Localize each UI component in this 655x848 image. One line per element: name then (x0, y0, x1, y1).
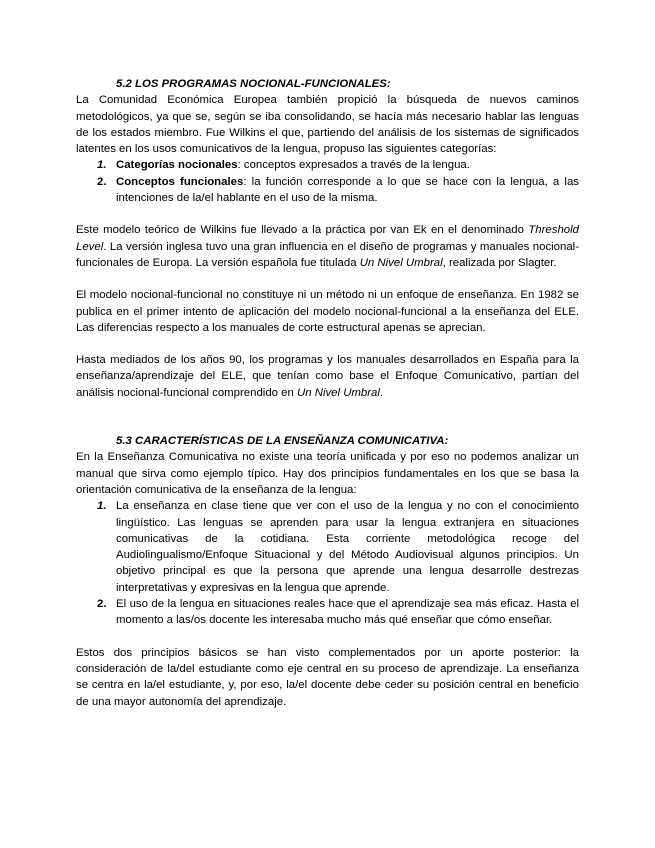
text-run: . (379, 386, 384, 399)
list-term: Categorías nocionales (116, 159, 238, 172)
categories-list (76, 157, 579, 206)
list-text: La enseñanza en clase tiene que ver con el uso de la lengua y no con el conocimiento lingüístico. Las lenguas se aprenden para usar la lengua extranjera en situaciones comunicativas de la cotidiana. Esta corriente metodológica recoge del Audiolingualismo/Enfoque Situacional y del Método Audiovisual algunos principios. Un objetivo principal es que la persona que aprende una lengua desarrolle destrezas interpretativas y expresivas en la lengua que aprende. (116, 500, 579, 594)
list-number: 2. (97, 598, 107, 611)
list-number: 1. (97, 500, 107, 513)
list-text: : la función corresponde a lo que se hace con la lengua, a las intenciones de la/el hablante en el uso de la misma. (116, 175, 579, 205)
list-item (76, 596, 579, 629)
list-text: : conceptos expresados a través de la lengua. (237, 159, 470, 172)
list-number: 2. (97, 175, 107, 188)
paragraph-nocional-funcional: El modelo nocional-funcional no constituye ni un método ni un enfoque de enseñanza. En 1982 se publica en el primer intento de aplicación del modelo nocional-funcional a la enseñanza del ELE. Las diferencias respecto a los manuales de corte estructural apenas se aprecian. (76, 289, 579, 334)
title-un-nivel-umbral: Un Nivel Umbral (359, 256, 443, 269)
section-heading-5-3: 5.3 CARACTERÍSTICAS DE LA ENSEÑANZA COMUNICATIVA: (116, 435, 449, 448)
paragraph-intro-5-3: En la Enseñanza Comunicativa no existe una teoría unificada y por eso no podemos analizar un manual que sirva como ejemplo típico. Hay dos principios fundamentales en los que se basa la orientación comunicativa de la enseñanza de la lengua: (76, 451, 579, 496)
paragraph-wilkins-model (76, 222, 579, 271)
list-item (76, 498, 579, 596)
title-un-nivel-umbral: Un Nivel Umbral (297, 386, 380, 399)
list-text: El uso de la lengua en situaciones reales hace que el aprendizaje sea más eficaz. Hasta el momento a las/os docente les interesaba mucho más qué enseñar que cómo enseñar. (116, 598, 579, 627)
section-heading-5-2: 5.2 LOS PROGRAMAS NOCIONAL-FUNCIONALES: (116, 78, 391, 90)
text-run: , realizada por Slagter. (442, 256, 557, 269)
paragraph-intro-5-2: La Comunidad Económica Europea también propició la búsqueda de nuevos caminos metodológicos, ya que se, según se iba consolidando, se hacía más necesario hablar las lenguas de los estados miembro. Fue Wilkins el que, partiendo del análisis de los sistemas de significados latentes en los usos comunicativos de la lengua, propuso las siguientes categorías: (76, 94, 579, 156)
text-run: . La versión inglesa tuvo una gran influencia en el diseño de programas y manuales nocional-funcionales de Europa. La versión española fue titulada (76, 240, 579, 269)
list-number: 1. (97, 159, 107, 172)
text-run: Hasta mediados de los años 90, los programas y los manuales desarrollados en España para la enseñanza/aprendizaje del ELE, que tenían como base el Enfoque Comunicativo, partían del análisis nocional-funcional comprendido en (76, 354, 579, 399)
principles-list (76, 498, 579, 628)
title-threshold-level: Threshold Level (76, 224, 579, 253)
paragraph-outro-5-3: Estos dos principios básicos se han visto complementados por un aporte posterior: la consideración de la/del estudiante como eje central en su proceso de aprendizaje. La enseñanza se centra en la/el estudiante, y, por eso, la/el docente debe ceder su posición central en beneficio de una mayor autonomía del aprendizaje. (76, 646, 579, 708)
list-item (76, 174, 579, 207)
text-run: Este modelo teórico de Wilkins fue llevado a la práctica por van Ek en el denominado (76, 224, 529, 237)
paragraph-anos-90 (76, 352, 579, 401)
list-item (76, 157, 579, 173)
list-term: Conceptos funcionales (116, 175, 244, 188)
